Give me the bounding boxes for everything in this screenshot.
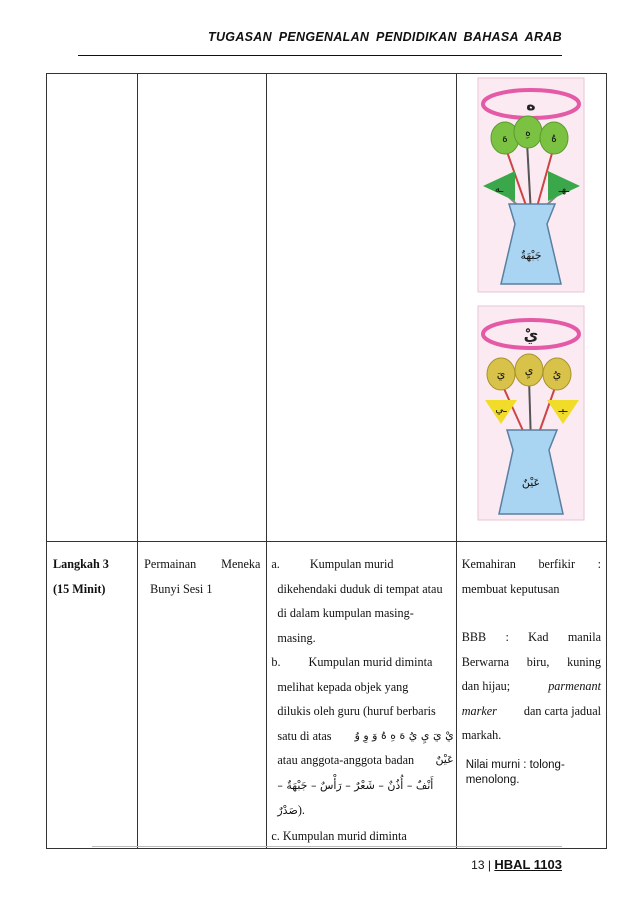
flag-letter: ـه bbox=[494, 184, 503, 195]
page-header: TUGASAN PENGENALAN PENDIDIKAN BAHASA ARAB bbox=[208, 30, 562, 44]
vase-illustration-1 bbox=[457, 74, 606, 296]
skills-cell bbox=[456, 542, 606, 849]
content-line: atau anggota-anggota badan bbox=[277, 753, 415, 767]
content-cell bbox=[267, 542, 456, 849]
course-code: HBAL 1103 bbox=[494, 857, 562, 872]
arabic-word: عَيْنٌ bbox=[435, 753, 454, 766]
balloon-letter: يِ bbox=[524, 364, 534, 377]
vase-illustration-2 bbox=[457, 304, 606, 524]
table-row bbox=[47, 74, 607, 542]
header-rule bbox=[78, 55, 562, 56]
content-line: satu di atas bbox=[277, 728, 332, 743]
vase-word: عَيْنٌ bbox=[521, 476, 540, 489]
balloon-letter: هُ bbox=[550, 132, 557, 145]
flag-letter: ـي bbox=[495, 404, 507, 415]
content-line: masing. bbox=[277, 630, 316, 645]
content-line: dikehendaki duduk di tempat atau bbox=[277, 581, 443, 596]
balloon-letter: هَ bbox=[501, 132, 508, 145]
balloon-letter: يَ bbox=[496, 368, 506, 381]
content-line: Kumpulan murid diminta bbox=[308, 655, 433, 669]
step-cell bbox=[47, 542, 138, 849]
page-number: 13 bbox=[471, 858, 485, 872]
activity-word: Meneka bbox=[221, 557, 261, 571]
content-line: Kumpulan murid bbox=[309, 557, 394, 571]
arabic-letters: يْ يَ يِ يُ هَ هِ هُ وَ وِ وُ bbox=[354, 728, 454, 742]
balloon-letter: هِ bbox=[524, 126, 531, 139]
skills-line: membuat keputusan bbox=[461, 581, 560, 596]
nilai-murni: Nilai murni : tolong-menolong. bbox=[465, 758, 565, 786]
content-line: dilukis oleh guru (huruf berbaris bbox=[277, 704, 436, 718]
arabic-body-parts: أَنْفٌ – أُذُنٌ – شَعْرٌ – رَأْسٌ – جَبْهَةٌ – bbox=[277, 778, 434, 792]
skills-line: dan carta jadual bbox=[523, 703, 601, 718]
flag-letter: ـهـ bbox=[558, 184, 569, 195]
content-line: ). bbox=[297, 803, 305, 817]
vase-word: جَبْهَةٌ bbox=[520, 249, 542, 262]
skills-line: dan hijau; bbox=[461, 679, 511, 693]
footer-rule bbox=[92, 846, 562, 847]
skills-line: marker bbox=[461, 703, 497, 718]
lesson-table bbox=[46, 73, 607, 849]
flag-letter: ـيـ bbox=[558, 404, 568, 415]
activity-word: Permainan bbox=[144, 557, 197, 571]
activity-line: Bunyi Sesi 1 bbox=[150, 581, 213, 596]
skills-line: markah. bbox=[461, 728, 502, 742]
page-footer bbox=[0, 857, 562, 872]
item-label: b. bbox=[271, 655, 281, 669]
arabic-word: صَدْرٌ bbox=[277, 804, 298, 817]
content-line: c. Kumpulan murid diminta bbox=[271, 828, 407, 843]
activity-cell bbox=[138, 542, 267, 849]
image-cell bbox=[456, 74, 606, 542]
empty-cell bbox=[267, 74, 456, 542]
content-line: di dalam kumpulan masing- bbox=[277, 606, 414, 620]
skills-line: parmenant bbox=[548, 679, 601, 693]
footer-separator: | bbox=[487, 858, 491, 872]
skills-line: BBB : Kad manila bbox=[461, 630, 601, 644]
step-label: Langkah 3 bbox=[53, 557, 109, 571]
table-row bbox=[47, 542, 607, 849]
skills-line: Berwarna biru, kuning bbox=[461, 654, 601, 669]
ring-letter: ه bbox=[525, 95, 536, 114]
item-label: a. bbox=[271, 557, 280, 571]
ring-letter: يْ bbox=[523, 325, 539, 344]
empty-cell bbox=[47, 74, 138, 542]
skills-line: Kemahiran berfikir : bbox=[461, 557, 601, 571]
step-time: (15 Minit) bbox=[53, 581, 106, 596]
empty-cell bbox=[138, 74, 267, 542]
balloon-letter: يُ bbox=[552, 368, 562, 381]
content-line: melihat kepada objek yang bbox=[277, 679, 409, 694]
